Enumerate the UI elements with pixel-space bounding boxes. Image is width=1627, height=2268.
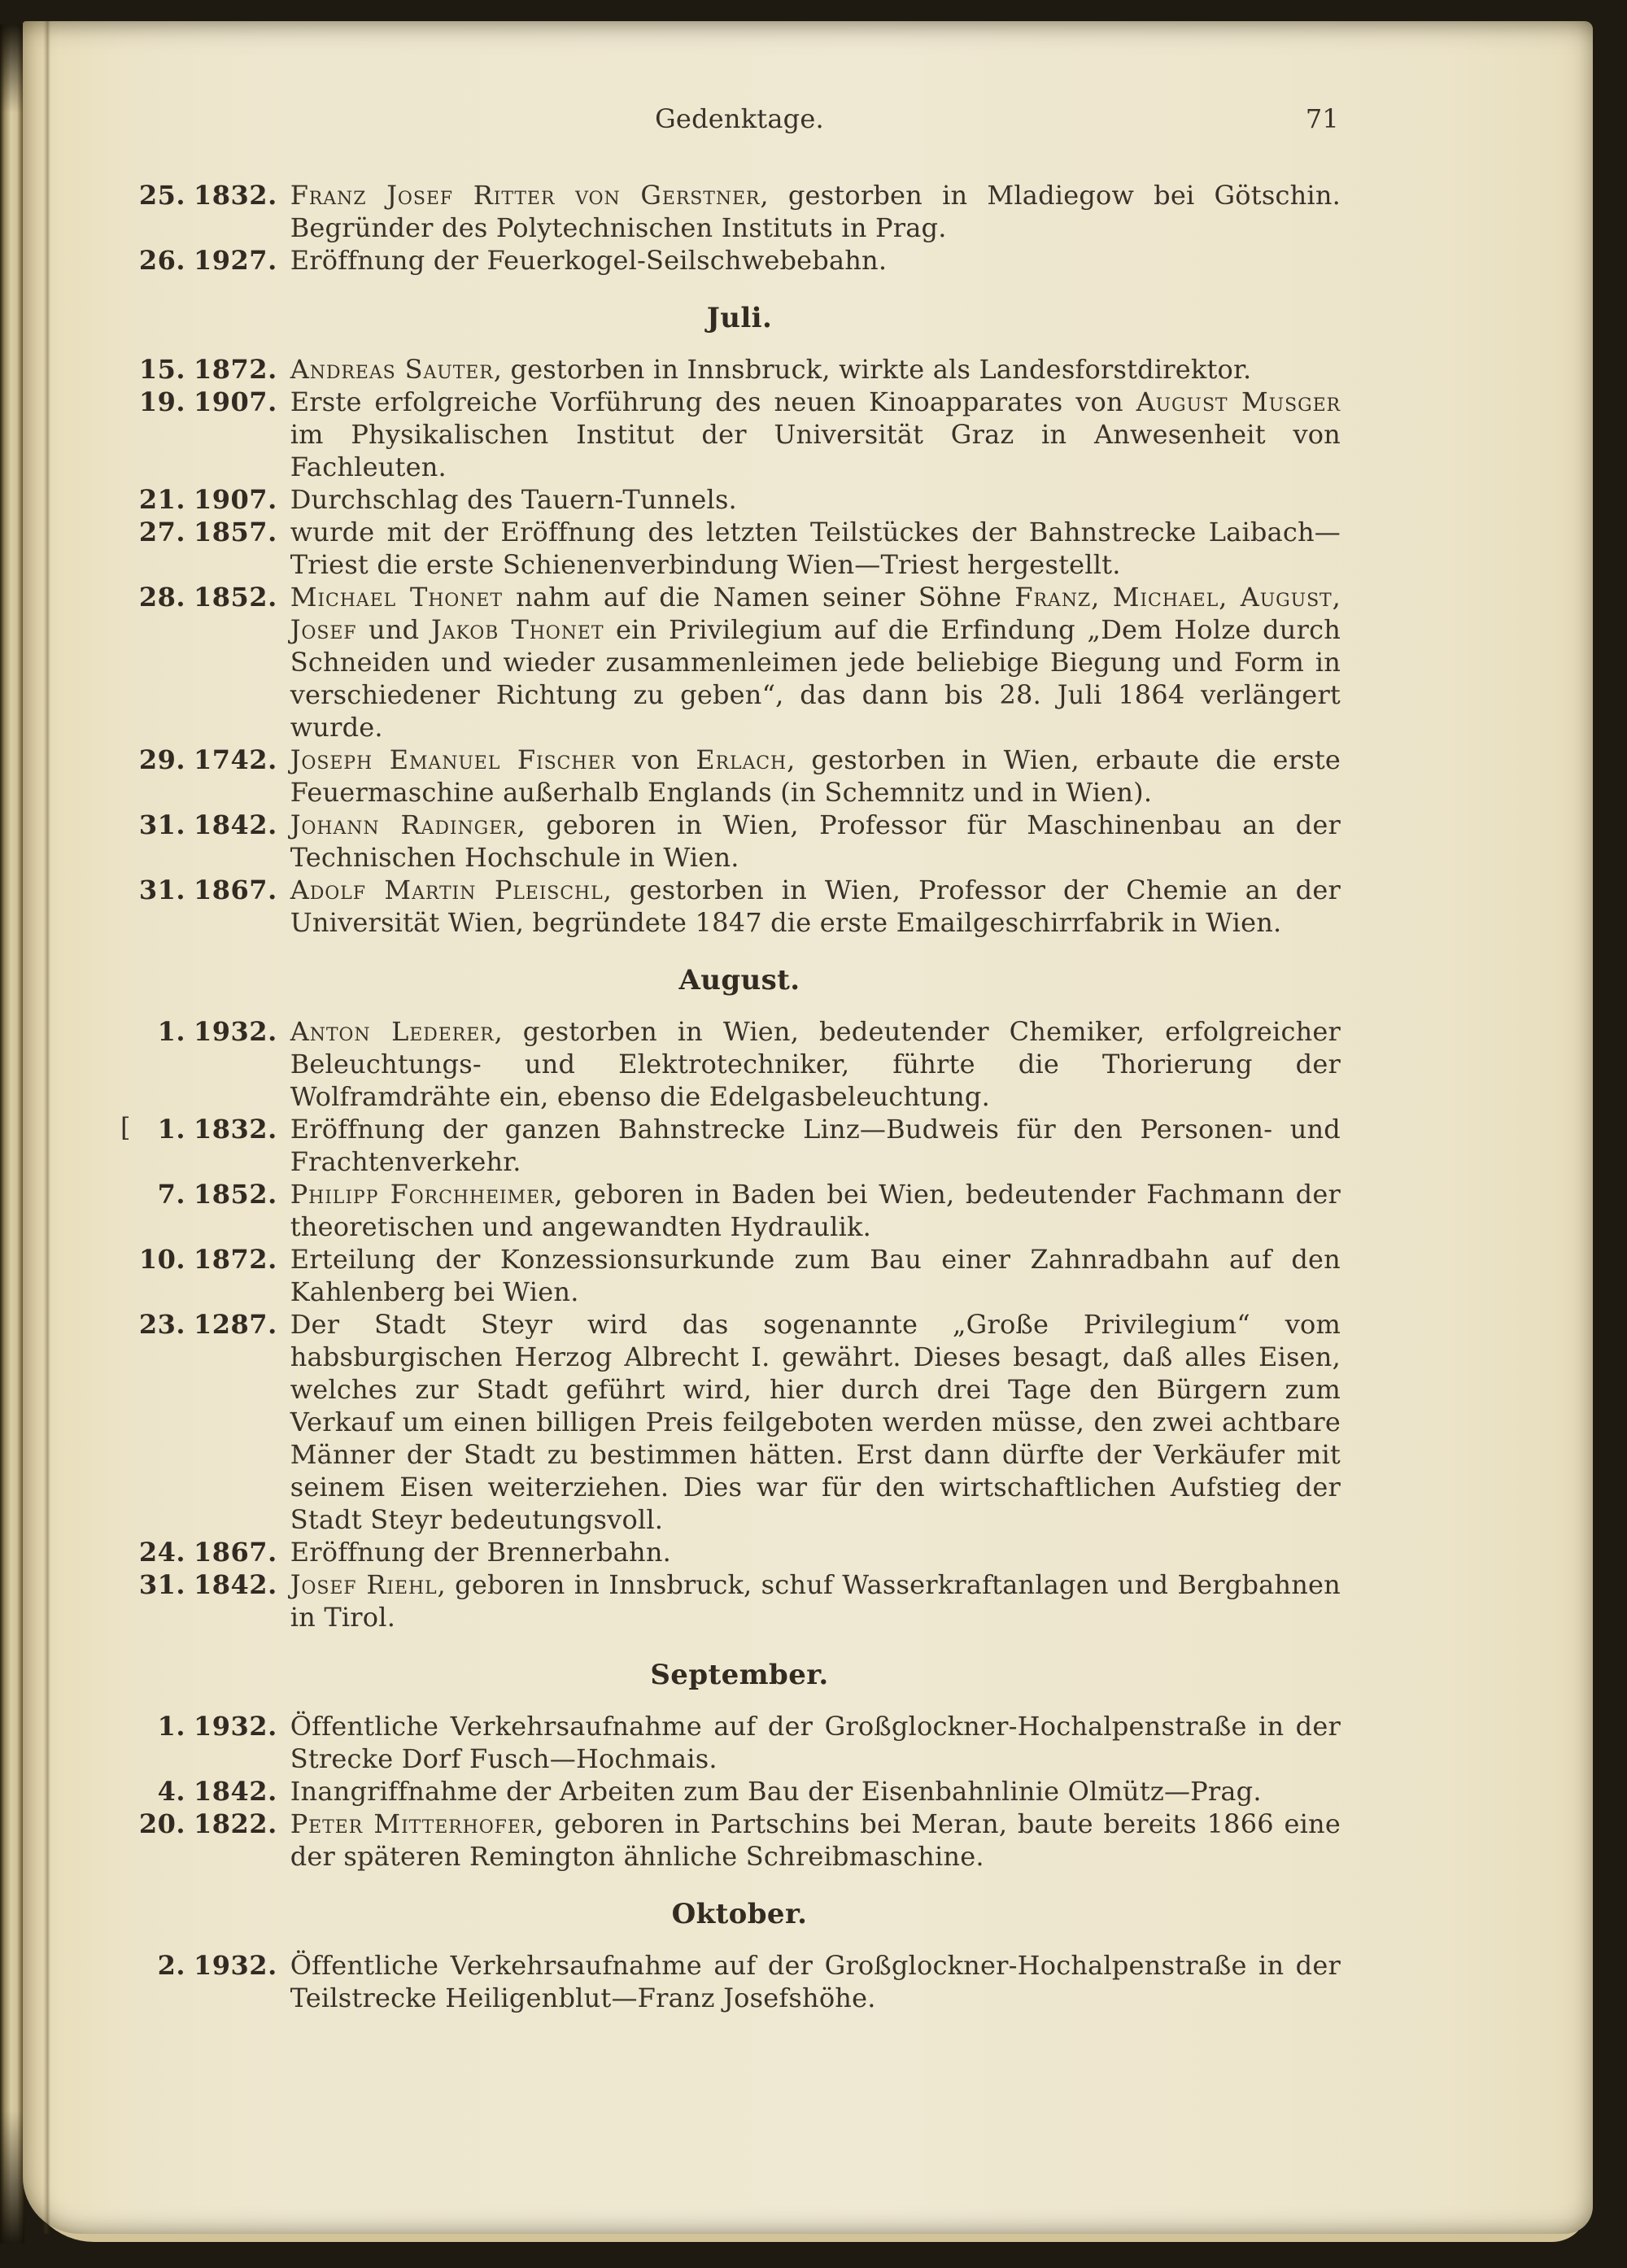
gedenktag-entry: [138, 1308, 1341, 1536]
entry-text: [290, 1775, 1341, 1808]
entry-text-segment: , gestorben in Wien, erbaute die erste Feuermaschine außerhalb Englands (in Schemnitz und in Wien).: [290, 744, 1341, 808]
entry-day: 1.: [157, 1114, 185, 1145]
person-name: Josef Riehl: [290, 1569, 438, 1600]
entry-year: 1832.: [194, 180, 277, 211]
entry-text: [290, 353, 1341, 386]
gedenktag-entry: [138, 1243, 1341, 1308]
page-header: [138, 102, 1341, 137]
page-number: 71: [1305, 103, 1339, 134]
entry-bracket: [: [120, 1112, 131, 1143]
gedenktag-entry: [138, 1178, 1341, 1243]
entry-text-segment: Erste erfolgreiche Vorführung des neuen Kinoapparates von: [290, 386, 1136, 417]
gedenktag-entry: [138, 1808, 1341, 1873]
entry-text: [290, 483, 1341, 516]
entry-text-segment: ein Privilegium auf die Erfindung „Dem Holze durch Schneiden und wieder zusammenleimen jede beliebige Biegung und Form in verschiedener Richtung zu geben“, das dann bis 28. Juli 1864 verlängert wurde.: [290, 614, 1341, 743]
page-content: [120, 21, 1341, 2014]
entry-text-segment: ,: [1219, 582, 1241, 613]
entry-text-segment: im Physikalischen Institut der Universität Graz in Anwesenheit von Fachleuten.: [290, 419, 1341, 482]
month-heading: Oktober.: [671, 1898, 808, 1930]
entry-year: 1852.: [194, 582, 277, 613]
person-name: Philipp Forchheimer: [290, 1179, 555, 1210]
entry-year: 1932.: [194, 1950, 277, 1981]
entry-day: 26.: [138, 245, 185, 276]
entry-year: 1867.: [194, 874, 277, 905]
entry-text: [290, 1808, 1341, 1873]
entry-year: 1857.: [194, 517, 277, 547]
entry-text: [290, 1243, 1341, 1308]
entry-day: 1.: [157, 1711, 185, 1742]
entry-day: 15.: [138, 354, 185, 385]
entry-day: 7.: [157, 1179, 185, 1210]
person-name: August Musger: [1136, 386, 1341, 417]
entry-text: [290, 744, 1341, 809]
gedenktag-entry: [138, 1568, 1341, 1633]
entry-day: 4.: [157, 1776, 185, 1807]
person-name: Jakob Thonet: [430, 614, 604, 645]
entry-text: [290, 1536, 1341, 1568]
month-heading: September.: [650, 1659, 829, 1691]
entry-text-segment: , gestorben in Innsbruck, wirkte als Landesforstdirektor.: [493, 354, 1252, 385]
month-heading: Juli.: [706, 302, 773, 334]
entry-year: 1872.: [194, 354, 277, 385]
entry-text-segment: Erteilung der Konzessionsurkunde zum Bau einer Zahnradbahn auf den Kahlenberg bei Wien.: [290, 1244, 1341, 1307]
gedenktag-entry: [120, 1112, 1341, 1178]
entry-text-segment: , gestorben in Wien, bedeutender Chemiker, erfolgreicher Beleuchtungs- und Elektrotechniker, führte die Thorierung der Wolframdrähte ein, ebenso die Edelgasbeleuchtung.: [290, 1016, 1341, 1112]
entry-text-segment: nahm auf die Namen seiner Söhne: [502, 582, 1015, 613]
person-name: Johann Radinger: [290, 809, 517, 840]
gutter-crease: [43, 21, 50, 2234]
entry-year: 1907.: [194, 386, 277, 417]
gedenktag-entry: [138, 1015, 1341, 1113]
page-stack-edges: [0, 24, 24, 2244]
person-name: Michael: [1112, 582, 1219, 613]
entry-day: 31.: [138, 874, 185, 905]
person-name: Franz Josef Ritter von Gerstner: [290, 180, 761, 211]
gedenktag-entry: [138, 179, 1341, 244]
entry-text-segment: , gestorben in Wien, Professor der Chemie an der Universität Wien, begründete 1847 die erste Emailgeschirrfabrik in Wien.: [290, 874, 1341, 938]
entry-text-segment: Öffentliche Verkehrsaufnahme auf der Großglockner-Hochalpenstraße in der Teilstrecke Heiligenblut—Franz Josefshöhe.: [290, 1950, 1341, 2013]
person-name: Adolf Martin Pleischl: [290, 874, 604, 905]
entry-day: 25.: [138, 180, 185, 211]
entry-year: 1832.: [194, 1114, 277, 1145]
person-name: Peter Mitterhofer: [290, 1808, 536, 1839]
entry-text: [290, 179, 1341, 244]
entry-year: 1907.: [194, 484, 277, 515]
entry-text: [290, 1949, 1341, 2014]
entry-text-segment: Durchschlag des Tauern-Tunnels.: [290, 484, 737, 515]
entry-text-segment: , geboren in Partschins bei Meran, baute bereits 1866 eine der späteren Remington ähnliche Schreibmaschine.: [290, 1808, 1341, 1872]
entry-text-segment: ,: [1332, 582, 1341, 613]
entry-text-segment: Inangriffnahme der Arbeiten zum Bau der Eisenbahnlinie Olmütz—Prag.: [290, 1776, 1262, 1807]
entries-container: [120, 179, 1341, 2014]
entry-day: 10.: [138, 1244, 185, 1275]
entry-text-segment: Der Stadt Steyr wird das sogenannte „Große Privilegium“ vom habsburgischen Herzog Albrecht I. gewährt. Dieses besagt, daß alles Eisen, welches zur Stadt geführt wird, hier durch drei Tage den Bürgern zum Verkauf um einen billigen Preis feilgeboten werden müsse, den zwei achtbare Männer der Stadt zu bestimmen hätten. Erst dann dürfte der Verkäufer mit seinem Eisen weiterziehen. Dies war für den wirtschaftlichen Aufstieg der Stadt Steyr bedeutungsvoll.: [290, 1309, 1341, 1535]
gedenktag-entry: [138, 1536, 1341, 1568]
entry-day: 31.: [138, 809, 185, 840]
entry-text-segment: , geboren in Wien, Professor für Maschinenbau an der Technischen Hochschule in Wien.: [290, 809, 1341, 873]
entry-day: 1.: [157, 1016, 185, 1047]
person-name: Andreas Sauter: [290, 354, 494, 385]
gedenktag-entry: [138, 386, 1341, 483]
entry-day: 23.: [138, 1309, 185, 1340]
entry-day: 29.: [138, 744, 185, 775]
entry-text-segment: , geboren in Innsbruck, schuf Wasserkraftanlagen und Bergbahnen in Tirol.: [290, 1569, 1341, 1633]
month-heading: August.: [678, 964, 800, 997]
entry-year: 1867.: [194, 1537, 277, 1568]
entry-day: 21.: [138, 484, 185, 515]
person-name: Michael Thonet: [290, 582, 503, 613]
entry-year: 1927.: [194, 245, 277, 276]
gedenktag-entry: [138, 581, 1341, 744]
entry-day: 27.: [138, 517, 185, 547]
entry-text-segment: wurde mit der Eröffnung des letzten Teilstückes der Bahnstrecke Laibach—Triest die erste Schienenverbindung Wien—Triest hergestellt.: [290, 517, 1341, 580]
entry-day: 20.: [138, 1808, 185, 1839]
entry-day: 2.: [157, 1950, 185, 1981]
entry-year: 1842.: [194, 1776, 277, 1807]
book-page: [23, 21, 1593, 2234]
entry-text: [290, 244, 1341, 277]
entry-text: [290, 809, 1341, 874]
entry-text-segment: Eröffnung der Feuerkogel-Seilschwebebahn.: [290, 245, 888, 276]
gedenktag-entry: [138, 516, 1341, 581]
running-title: Gedenktage.: [655, 103, 824, 134]
entry-text: [290, 1710, 1341, 1775]
entry-text-segment: Eröffnung der ganzen Bahnstrecke Linz—Budweis für den Personen- und Frachtenverkehr.: [290, 1114, 1341, 1177]
entry-day: 24.: [138, 1537, 185, 1568]
gedenktag-entry: [138, 874, 1341, 939]
entry-text: [290, 1308, 1341, 1536]
person-name: Joseph Emanuel Fischer: [290, 744, 616, 775]
entry-text: [290, 1015, 1341, 1113]
entry-text: [290, 1113, 1341, 1178]
entry-year: 1842.: [194, 809, 277, 840]
entry-year: 1932.: [194, 1711, 277, 1742]
entry-year: 1852.: [194, 1179, 277, 1210]
entry-day: 19.: [138, 386, 185, 417]
entry-year: 1872.: [194, 1244, 277, 1275]
entry-text-segment: Eröffnung der Brennerbahn.: [290, 1537, 672, 1568]
gedenktag-entry: [138, 1949, 1341, 2014]
entry-day: 31.: [138, 1569, 185, 1600]
entry-text: [290, 581, 1341, 744]
gedenktag-entry: [138, 483, 1341, 516]
person-name: Erlach: [696, 744, 787, 775]
entry-year: 1932.: [194, 1016, 277, 1047]
entry-day: 28.: [138, 582, 185, 613]
gedenktag-entry: [138, 1710, 1341, 1775]
entry-text: [290, 874, 1341, 939]
person-name: Anton Lederer: [290, 1016, 495, 1047]
entry-text-segment: , gestorben in Mladiegow bei Götschin. Begründer des Polytechnischen Instituts in Prag.: [290, 180, 1341, 243]
entry-year: 1842.: [194, 1569, 277, 1600]
gedenktag-entry: [138, 744, 1341, 809]
entry-text: [290, 386, 1341, 483]
entry-text-segment: und: [356, 614, 431, 645]
gedenktag-entry: [138, 1775, 1341, 1808]
gedenktag-entry: [138, 809, 1341, 874]
entry-text-segment: , geboren in Baden bei Wien, bedeutender Fachmann der theoretischen und angewandten Hydraulik.: [290, 1179, 1341, 1242]
entry-year: 1287.: [194, 1309, 277, 1340]
entry-text: [290, 1178, 1341, 1243]
gedenktag-entry: [138, 353, 1341, 386]
person-name: August: [1240, 582, 1333, 613]
gedenktag-entry: [138, 244, 1341, 277]
entry-text: [290, 1568, 1341, 1633]
entry-text-segment: Öffentliche Verkehrsaufnahme auf der Großglockner-Hochalpenstraße in der Strecke Dorf Fusch—Hochmais.: [290, 1711, 1341, 1774]
entry-year: 1822.: [194, 1808, 277, 1839]
person-name: Franz: [1014, 582, 1092, 613]
entry-year: 1742.: [194, 744, 277, 775]
entry-text: [290, 516, 1341, 581]
person-name: Josef: [290, 614, 357, 645]
entry-text-segment: ,: [1091, 582, 1113, 613]
entry-text-segment: von: [615, 744, 696, 775]
